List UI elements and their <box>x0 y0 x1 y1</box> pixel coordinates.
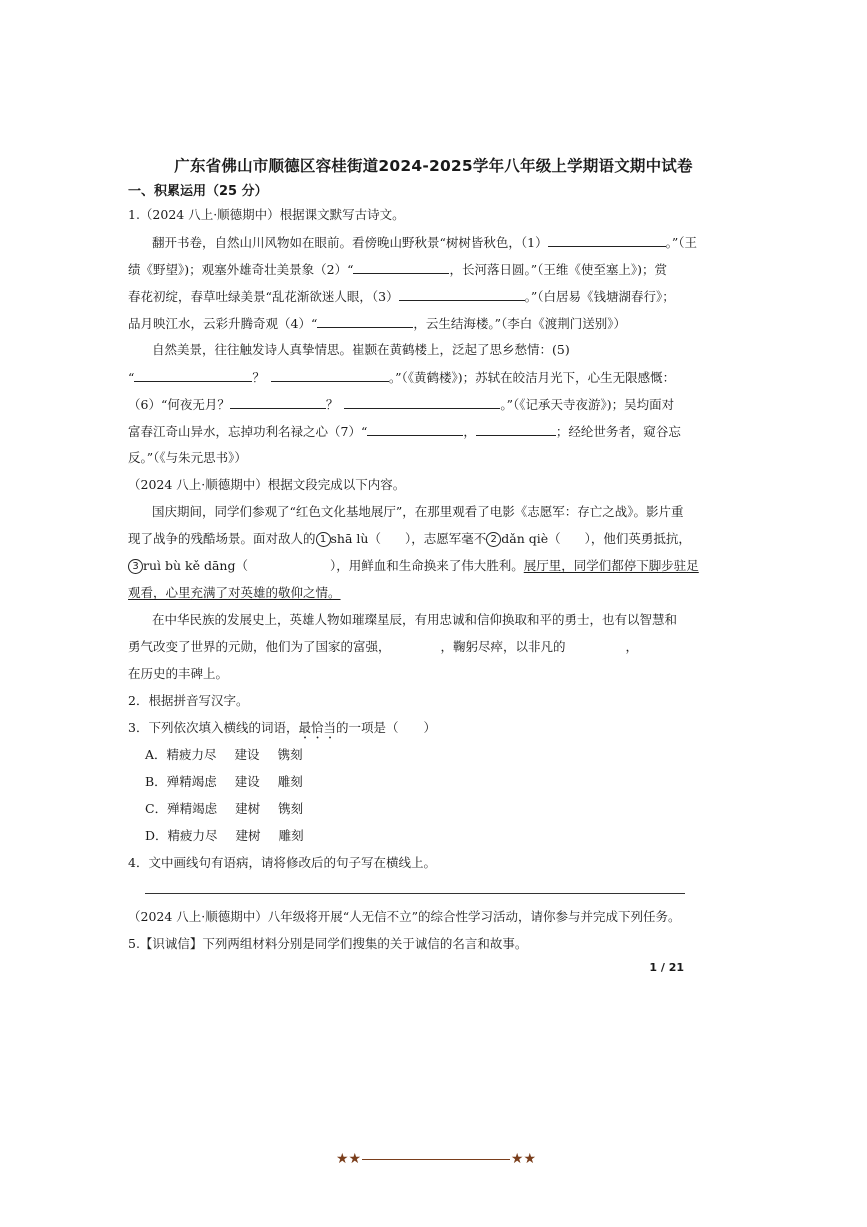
underlined-sentence: 观看，心里充满了对英雄的敬仰之情。 <box>128 585 341 600</box>
q1-line-9: 反。”（《与朱元思书》） <box>128 450 247 465</box>
circled-number: 1 <box>316 532 331 547</box>
passage-line-7: 在历史的丰碑上。 <box>128 666 229 681</box>
q1-line-2: 绩《野望》)；观塞外雄奇壮美景象（2）“ ，长河落日圆。”（王维《使至塞上》)；赏 <box>128 262 668 277</box>
page-title: 广东省佛山市顺德区容桂街道2024-2025学年八年级上学期语文期中试卷 <box>174 157 693 175</box>
blank-2[interactable] <box>353 260 449 274</box>
star-icon: ★★ <box>336 1151 362 1167</box>
passage-line-6: 勇气改变了世界的元勋，他们为了国家的富强， ，鞠躬尽瘁，以非凡的 ， <box>128 639 639 654</box>
passage-line-2: 现了战争的残酷场景。面对敌人的 1 shā lù（ ），志愿军毫不 2 dǎn qiè（ ），他们英勇抵抗， <box>128 531 691 546</box>
section-heading: 一、积累运用（25 分） <box>128 184 268 199</box>
activity-intro: （2024 八上·顺德期中）八年级将开展“人无信不立”的综合性学习活动，请你参与并完成下列任务。 <box>128 909 681 924</box>
circled-number: 2 <box>486 532 501 547</box>
passage-line-1: 国庆期间，同学们参观了“红色文化基地展厅”，在那里观看了电影《志愿军：存亡之战》。影片重 <box>152 504 684 519</box>
underlined-sentence: 展厅里，同学们都停下脚步驻足 <box>523 558 699 573</box>
blank-6b[interactable] <box>344 395 500 409</box>
passage-line-5: 在中华民族的发展史上，英雄人物如璀璨星辰，有用忠诚和信仰换取和平的勇士，也有以智慧和 <box>152 612 678 627</box>
blank-6a[interactable] <box>230 395 326 409</box>
q1-line-6: “ ？ 。”（《黄鹤楼》)；苏轼在皎洁月光下，心生无限感慨： <box>128 370 676 385</box>
star-icon: ★★ <box>510 1151 536 1167</box>
page-number: 1 / 21 <box>649 961 684 974</box>
question-3: 3．下列依次填入横线的词语，最恰当的一项是（ ） <box>128 720 436 735</box>
blank-7b[interactable] <box>476 422 556 436</box>
passage-line-4 <box>128 584 341 602</box>
question-2: 2．根据拼音写汉字。 <box>128 693 249 708</box>
circled-number: 3 <box>128 559 143 574</box>
option-b[interactable]: B．殚精竭虑 建设 雕刻 <box>145 774 303 789</box>
q1-line-4: 品月映江水，云彩升腾奇观（4）“ ，云生结海楼。”（李白《渡荆门送别》） <box>128 316 627 331</box>
option-d[interactable]: D．精疲力尽 建树 雕刻 <box>145 828 304 843</box>
option-c[interactable]: C．殚精竭虑 建树 镌刻 <box>145 801 304 816</box>
blank-5a[interactable] <box>134 368 252 382</box>
option-a[interactable]: A．精疲力尽 建设 镌刻 <box>145 747 303 762</box>
blank-7a[interactable] <box>367 422 463 436</box>
q1-line-3: 春花初绽，春草吐绿美景“乱花渐欲迷人眼，（3） 。”（白居易《钱塘湖春行》； <box>128 289 675 304</box>
blank-4[interactable] <box>317 314 413 328</box>
question-1-intro: 1.（2024 八上·顺德期中）根据课文默写古诗文。 <box>128 207 405 222</box>
question-5: 5.【识诚信】下列两组材料分别是同学们搜集的关于诚信的名言和故事。 <box>128 936 528 951</box>
blank-3[interactable] <box>399 287 525 301</box>
passage-intro: （2024 八上·顺德期中）根据文段完成以下内容。 <box>128 477 406 492</box>
question-4: 4．文中画线句有语病，请将修改后的句子写在横线上。 <box>128 855 436 870</box>
answer-line[interactable] <box>145 893 685 894</box>
blank-1[interactable] <box>548 233 666 247</box>
q1-line-7: （6）“何夜无月？ ？ 。”（《记承天寺夜游》)；吴均面对 <box>128 397 675 412</box>
q1-line-5: 自然美景，往往触发诗人真挚情思。崔颢在黄鹤楼上，泛起了思乡愁情：(5) <box>152 342 570 357</box>
blank-5b[interactable] <box>271 368 389 382</box>
footer-divider <box>362 1159 510 1160</box>
q1-line-1: 翻开书卷，自然山川风物如在眼前。看傍晚山野秋景“树树皆秋色，（1） 。”（王 <box>152 235 697 250</box>
passage-line-3: 3 ruì bù kě dāng（ ），用鲜血和生命换来了伟大胜利。展厅里，同学们都停下脚步驻足 <box>128 557 699 575</box>
q1-line-8: 富春江奇山异水，忘掉功利名禄之心（7）“ ， ；经纶世务者，窥谷忘 <box>128 424 681 439</box>
footer-ornament <box>336 1150 536 1168</box>
